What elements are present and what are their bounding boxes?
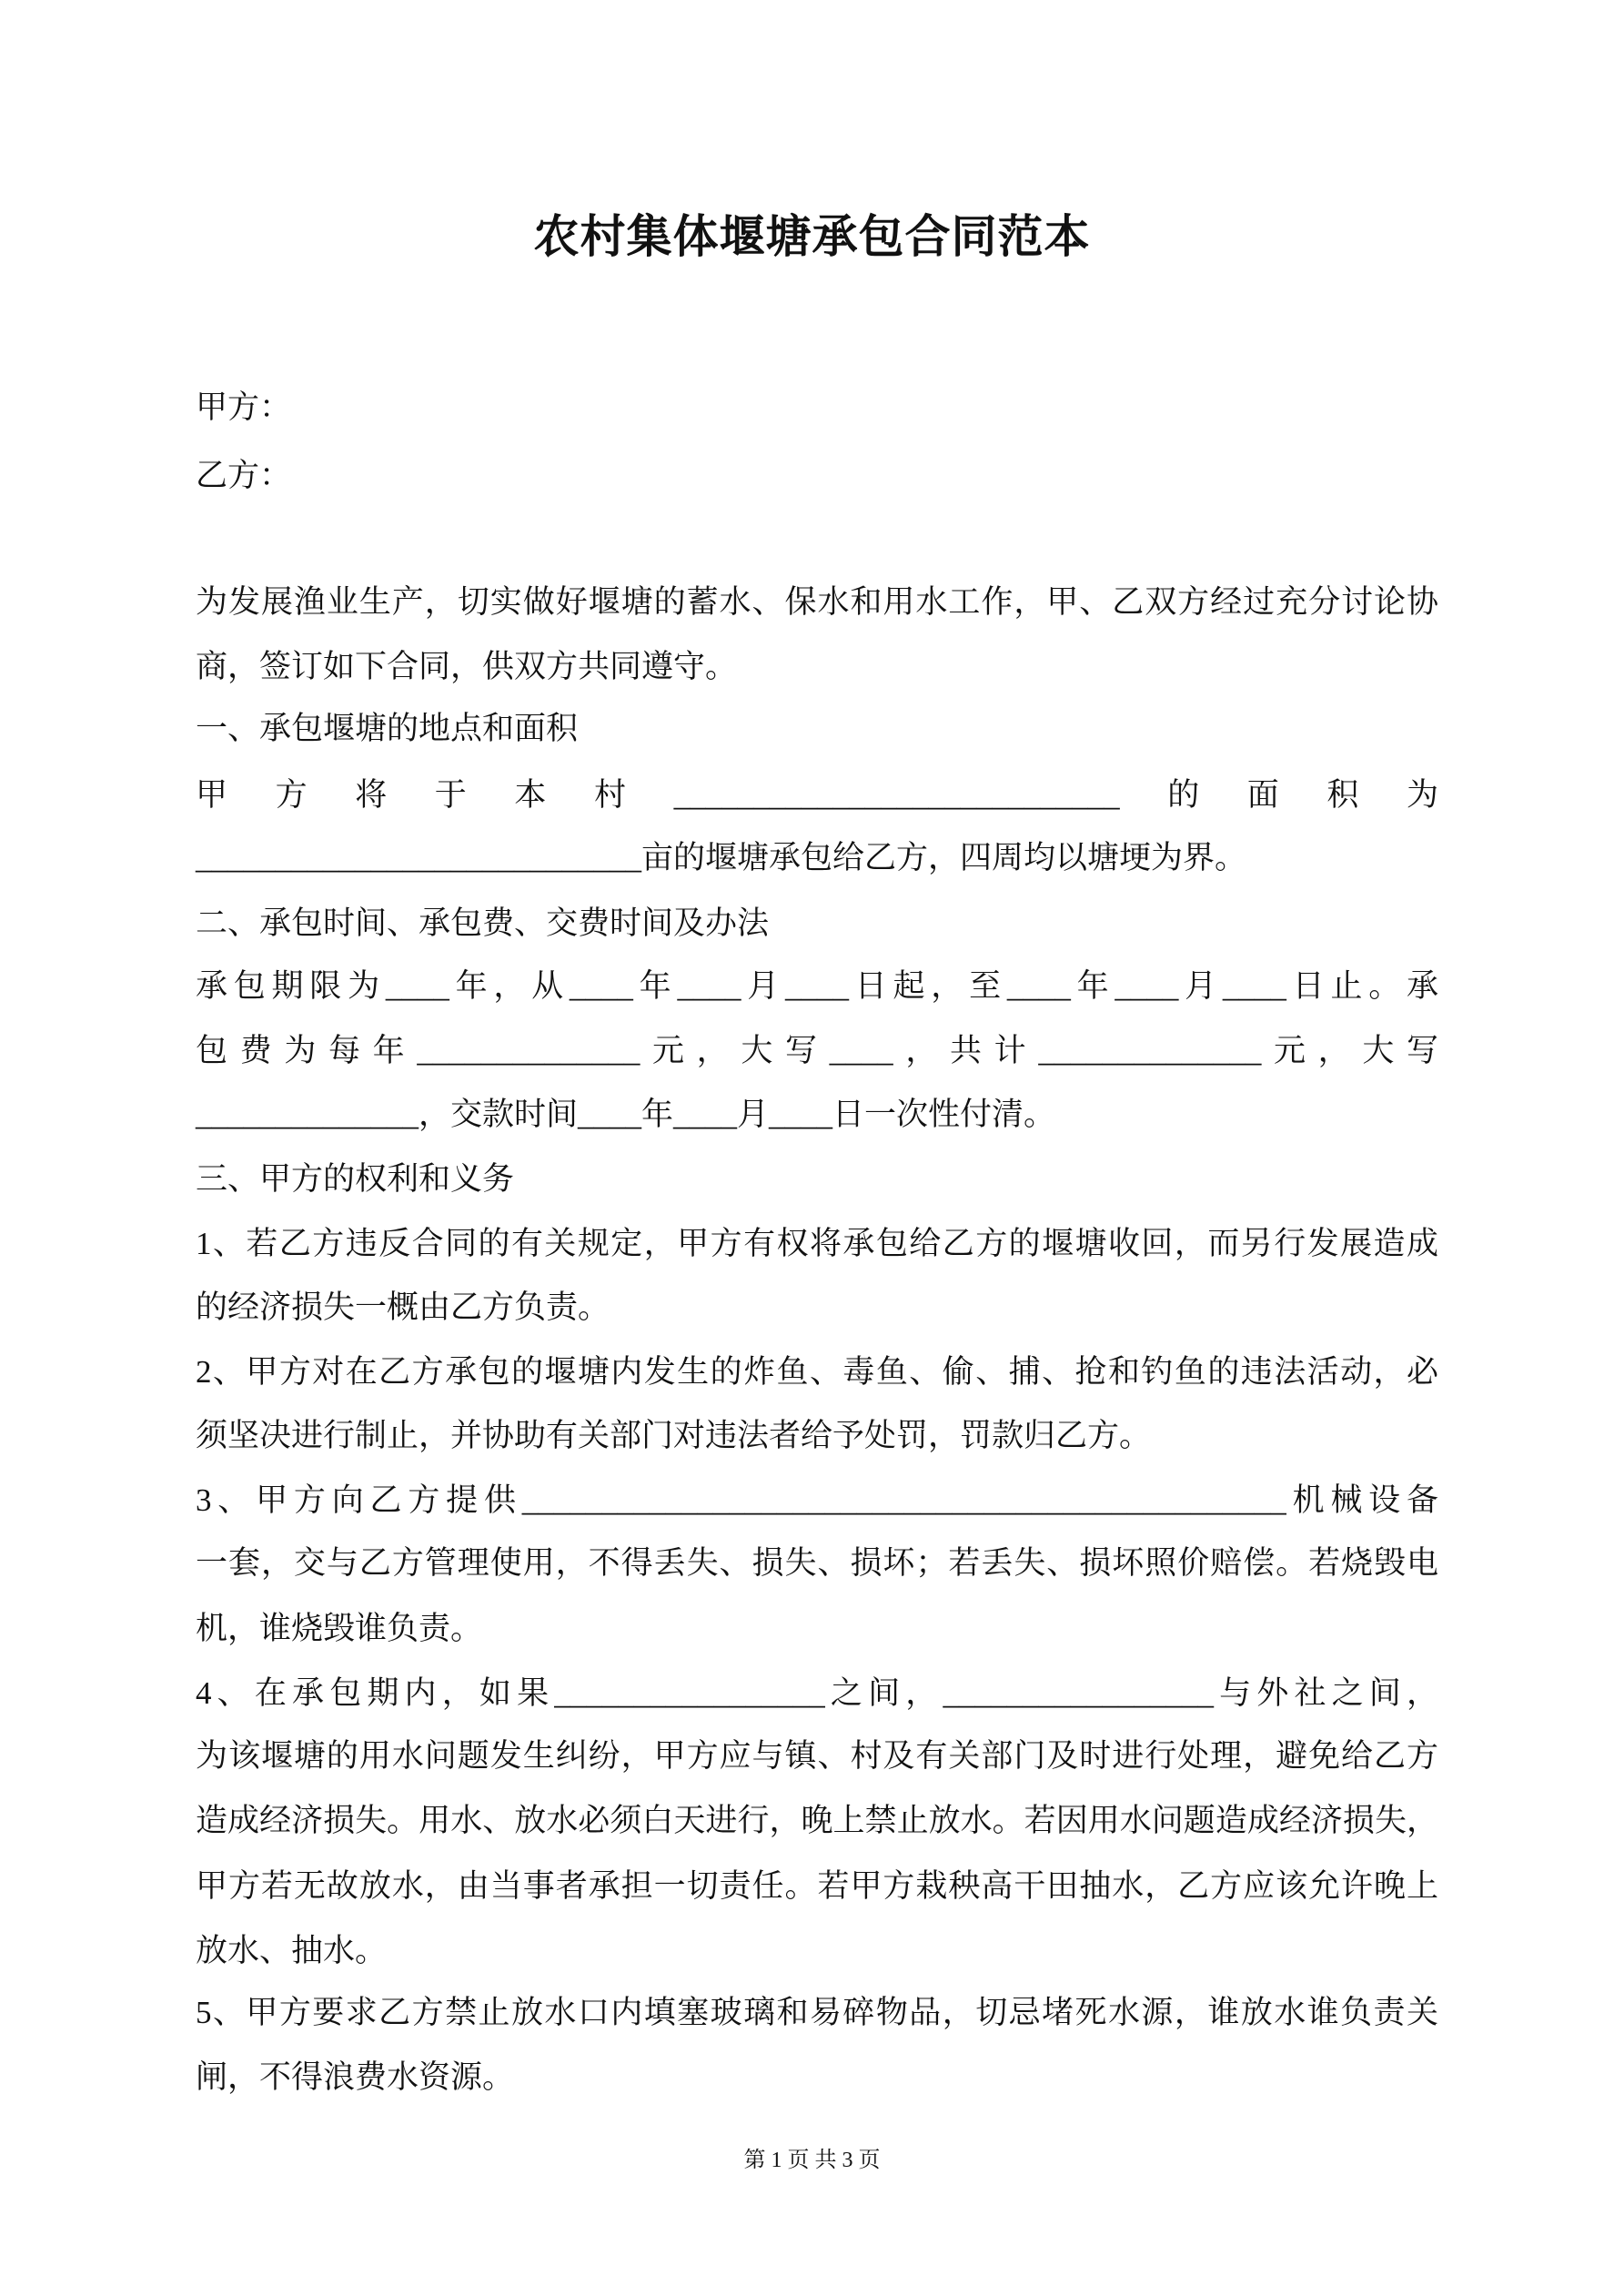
clause-line: 造成经济损失。用水、放水必须白天进行，晚上禁止放水。若因用水问题造成经济损失， [196, 1803, 1438, 1838]
clause-line: 承包期限为____年，从____年____月____日起，至____年____月____日止。承 [196, 968, 1438, 1004]
clause-line: 甲方将于本村____________________________的面积为 [196, 777, 1438, 813]
clause-line: 闸，不得浪费水资源。 [196, 2059, 515, 2095]
clause-line: 须坚决进行制止，并协助有关部门对违法者给予处罚，罚款归乙方。 [196, 1418, 1152, 1453]
party-a-label: 甲方： [196, 389, 292, 425]
document-title: 农村集体堰塘承包合同范本 [533, 211, 1091, 262]
clause-line: 包费为每年______________元，大写____，共计______________元，大写 [196, 1033, 1438, 1068]
clause-line: 的经济损失一概由乙方负责。 [196, 1290, 610, 1325]
party-b-label: 乙方： [196, 458, 292, 493]
clause-line: 甲方若无故放水，由当事者承担一切责任。若甲方栽秧高干田抽水，乙方应该允许晚上 [196, 1868, 1438, 1904]
clause-line: 3、甲方向乙方提供________________________________________________机械设备 [196, 1482, 1438, 1518]
clause-line: 机，谁烧毁谁负责。 [196, 1611, 483, 1646]
clause-line: ______________，交款时间____年____月____日一次性付清。 [196, 1097, 1056, 1132]
page-number-footer: 第 1 页 共 3 页 [743, 2149, 881, 2172]
clause-line: 放水、抽水。 [196, 1933, 388, 1968]
clause-line: 2、甲方对在乙方承包的堰塘内发生的炸鱼、毒鱼、偷、捕、抢和钓鱼的违法活动，必 [196, 1354, 1438, 1390]
section-heading-1: 一、承包堰塘的地点和面积 [196, 711, 579, 746]
section-heading-2: 二、承包时间、承包费、交费时间及办法 [196, 905, 770, 941]
clause-line: 5、甲方要求乙方禁止放水口内填塞玻璃和易碎物品，切忌堵死水源，谁放水谁负责关 [196, 1995, 1438, 2030]
preamble-line: 商，签订如下合同，供双方共同遵守。 [196, 649, 738, 684]
clause-line: 1、若乙方违反合同的有关规定，甲方有权将承包给乙方的堰塘收回，而另行发展造成 [196, 1226, 1438, 1261]
preamble-line: 为发展渔业生产，切实做好堰塘的蓄水、保水和用水工作，甲、乙双方经过充分讨论协 [196, 584, 1438, 620]
clause-line: 一套，交与乙方管理使用，不得丢失、损失、损坏；若丢失、损坏照价赔偿。若烧毁电 [196, 1545, 1438, 1581]
section-heading-3: 三、甲方的权利和义务 [196, 1161, 515, 1197]
clause-line: 4、在承包期内，如果_________________之间，_________________与外社之间， [196, 1675, 1438, 1711]
clause-line: ____________________________亩的堰塘承包给乙方，四周均以塘埂为界。 [196, 840, 1247, 875]
clause-line: 为该堰塘的用水问题发生纠纷，甲方应与镇、村及有关部门及时进行处理，避免给乙方 [196, 1738, 1438, 1774]
